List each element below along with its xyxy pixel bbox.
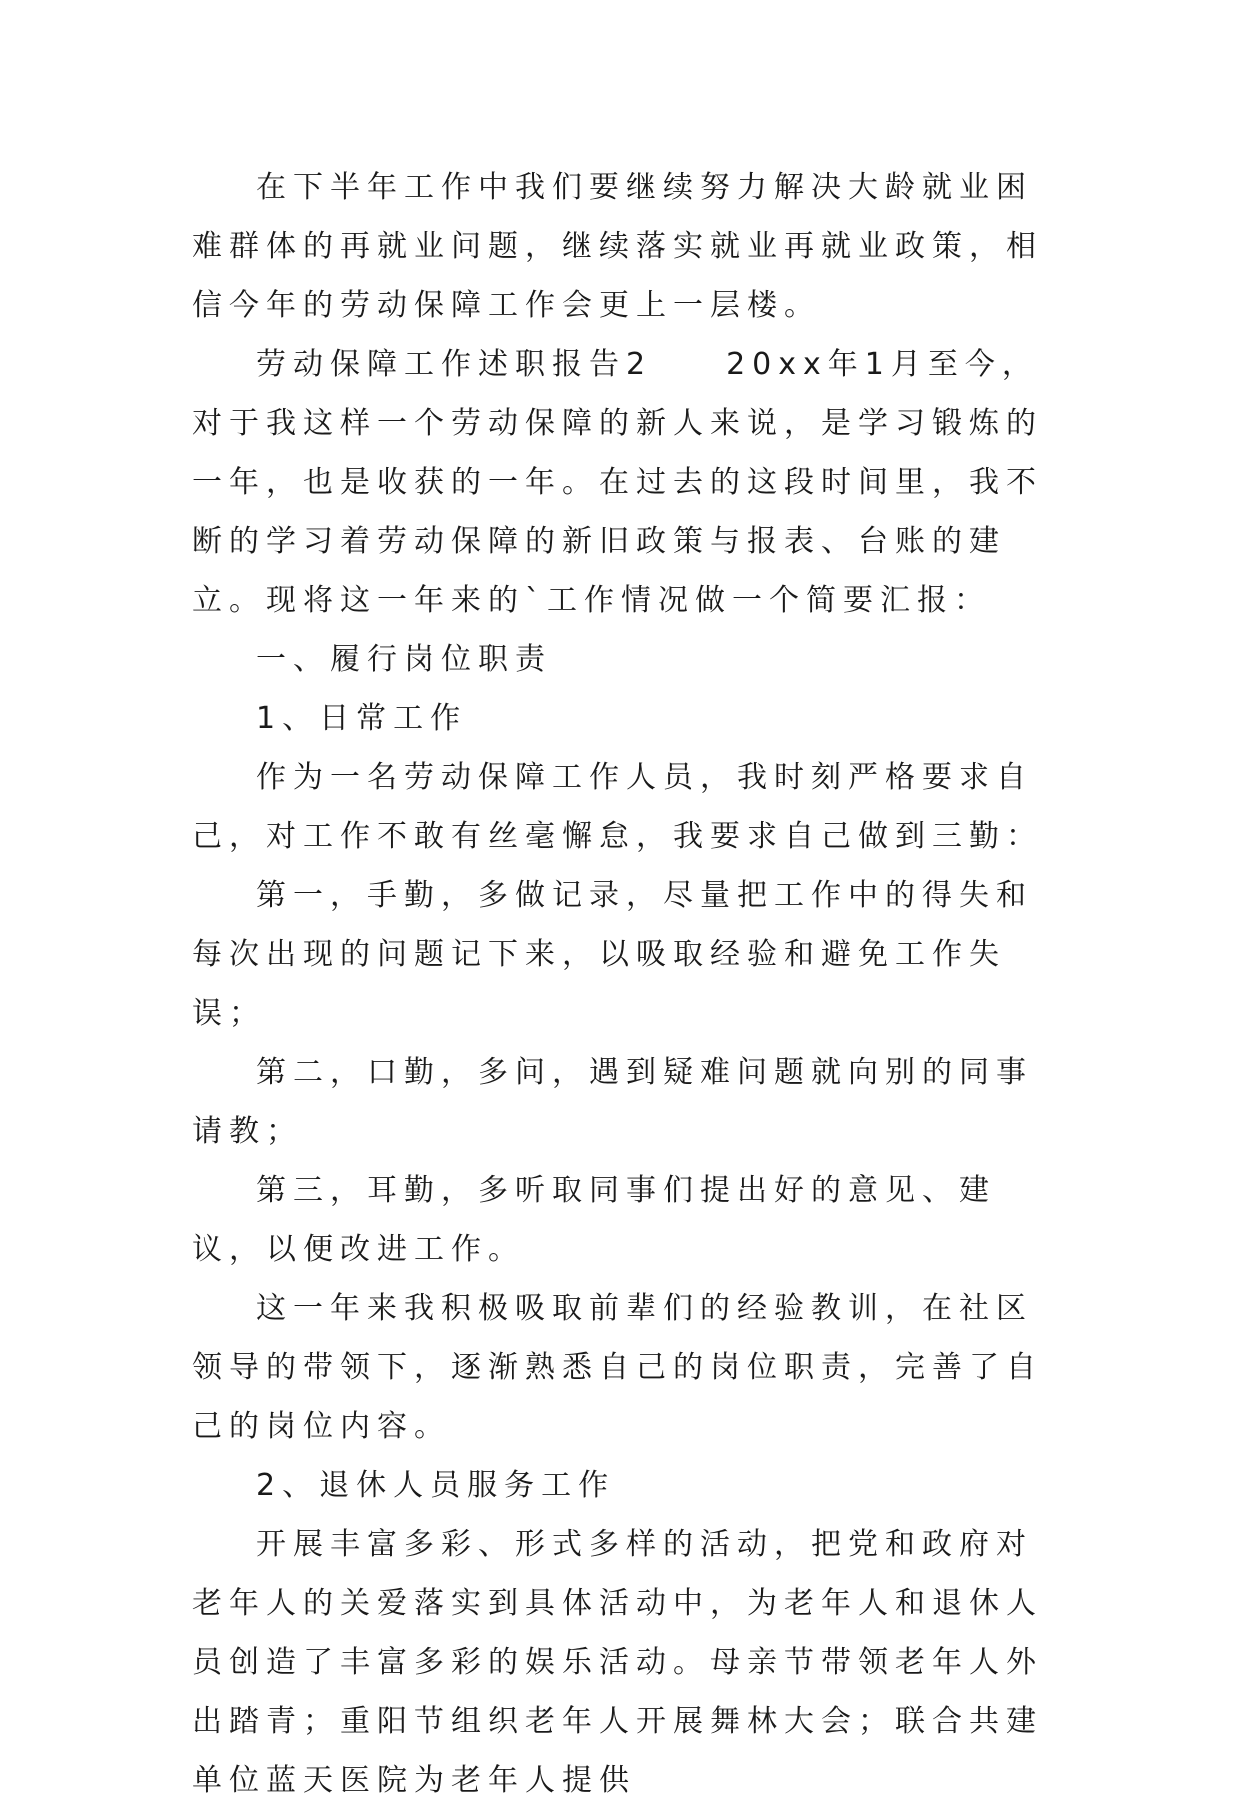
paragraph-retiree-activities: 开展丰富多彩、形式多样的活动，把党和政府对老年人的关爱落实到具体活动中，为老年人和退休人员创造了丰富多彩的娱乐活动。母亲节带领老年人外出踏青；重阳节组织老年人开展舞林大会；联合共建单位蓝天医院为老年人提供 (192, 1527, 1043, 1798)
paragraph-three-diligences: 作为一名劳动保障工作人员，我时刻严格要求自己，对工作不敢有丝毫懈怠，我要求自己做到三勤： (192, 760, 1043, 854)
section-heading-duties: 一、履行岗位职责 (256, 642, 552, 677)
paragraph-second-diligence: 第二，口勤，多问，遇到疑难问题就向别的同事请教； (192, 1055, 1033, 1149)
paragraph-first-diligence: 第一，手勤，多做记录，尽量把工作中的得失和每次出现的问题记下来，以吸取经验和避免工作失误； (192, 878, 1033, 1031)
paragraph-intro-conclusion: 在下半年工作中我们要继续努力解决大龄就业困难群体的再就业问题，继续落实就业再就业政策，相信今年的劳动保障工作会更上一层楼。 (192, 170, 1043, 323)
subheading-retiree-service: 2、退休人员服务工作 (256, 1468, 616, 1503)
subheading-daily-work: 1、日常工作 (256, 701, 468, 736)
document-body (192, 158, 1052, 1810)
paragraph-year-summary: 这一年来我积极吸取前辈们的经验教训，在社区领导的带领下，逐渐熟悉自己的岗位职责，完善了自己的岗位内容。 (192, 1291, 1043, 1444)
paragraph-report-2-opening: 劳动保障工作述职报告2 20xx年1月至今，对于我这样一个劳动保障的新人来说，是学习锻炼的一年，也是收获的一年。在过去的这段时间里，我不断的学习着劳动保障的新旧政策与报表、台账的建立。现将这一年来的`工作情况做一个简要汇报： (192, 347, 1043, 618)
paragraph-third-diligence: 第三，耳勤，多听取同事们提出好的意见、建议，以便改进工作。 (192, 1173, 996, 1267)
